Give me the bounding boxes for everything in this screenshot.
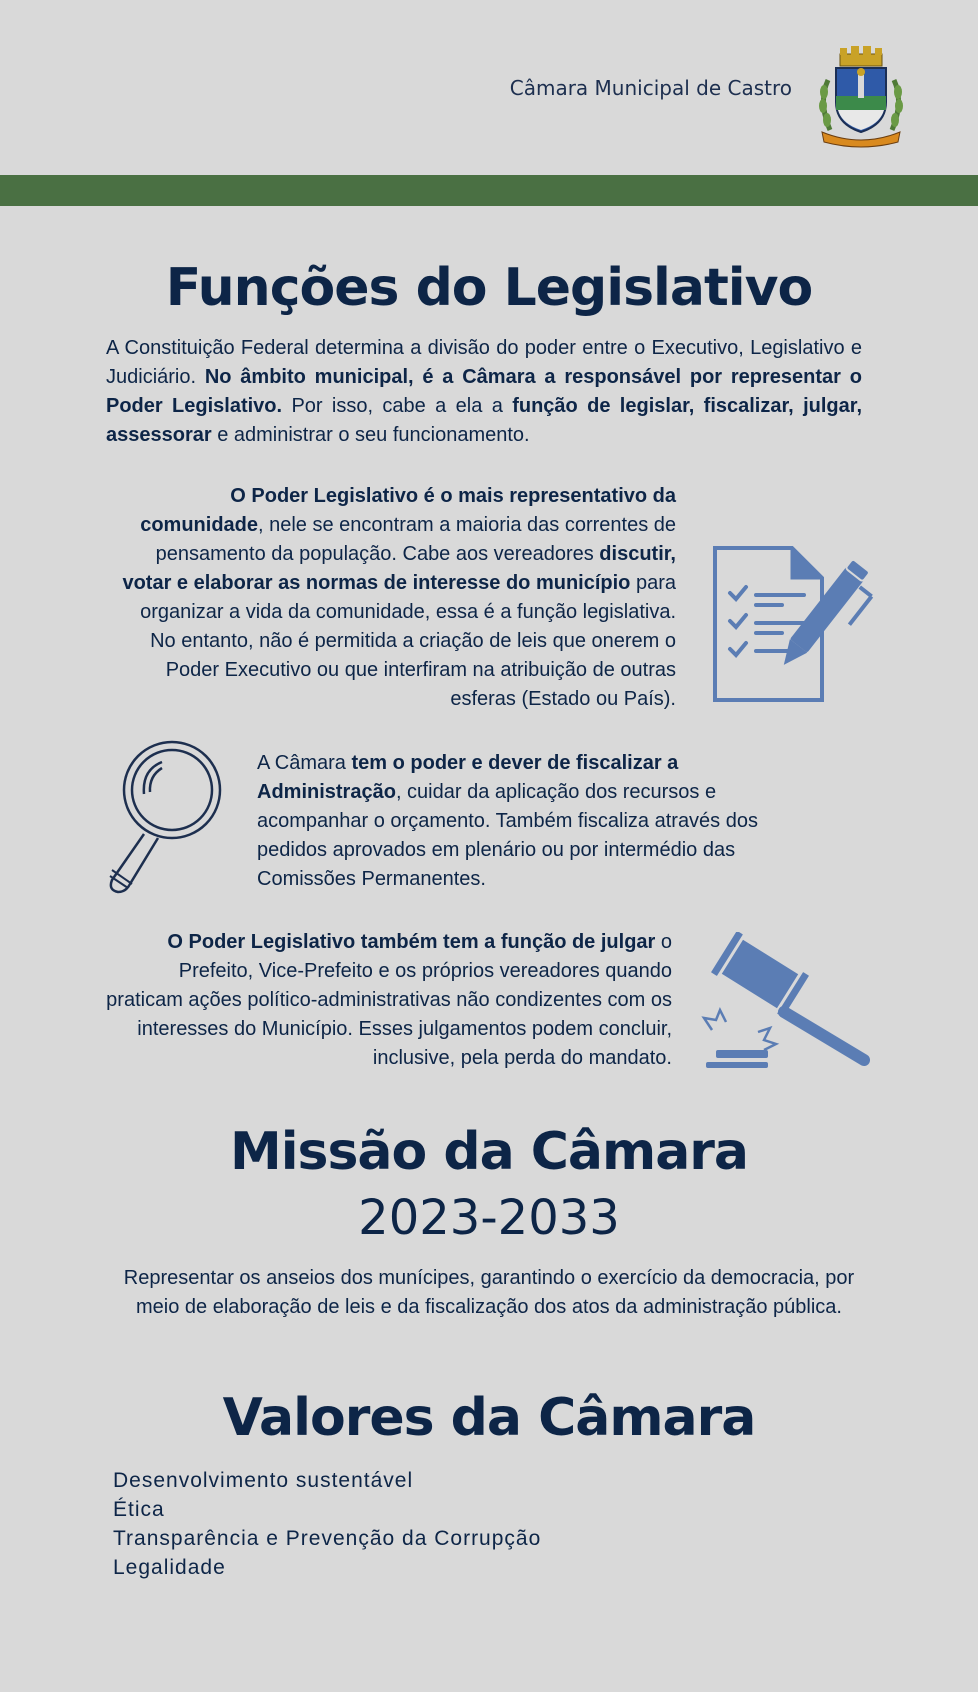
section-title-funcoes: Funções do Legislativo [165,258,813,318]
legislative-text-4: para organizar a vida da comunidade, essa é a função legislativa. No entanto, não é permitida a criação de leis que onerem o Poder Executivo ou que interfiram na atribuição de outras esferas (Estado ou País). [140,572,676,710]
judging-text-1: O Poder Legislativo também tem a função de julgar [167,931,656,953]
intro-text-4: função de legislar, fiscalizar, julgar, assessorar [106,395,862,446]
header-title: Câmara Municipal de Castro [509,76,792,100]
mission-text: Representar os anseios dos munícipes, garantindo o exercício da democracia, por meio de elaboração de leis e da fiscalização dos atos da administração pública. [123,1267,855,1318]
mission-period: 2023-2033 [358,1190,620,1246]
intro-text-1: A Constituição Federal determina a divisão do poder entre o Executivo, Legislativo e Judiciário. [106,337,862,388]
header-accent-bar [0,175,978,206]
section-title-valores: Valores da Câmara [222,1388,756,1448]
magnifying-glass-icon [104,740,226,896]
legislative-text-1: O Poder Legislativo é o mais representativo da comunidade [140,485,676,536]
intro-text-2: No âmbito municipal, é a Câmara a responsável por representar o Poder Legislativo. [106,366,862,417]
intro-paragraph [106,334,862,450]
section-title-missao: Missão da Câmara [229,1122,749,1182]
values-item: Legalidade [113,1556,226,1579]
checklist-document-pencil-icon [712,545,874,703]
oversight-text-2: tem o poder e dever de fiscalizar a Administração [257,752,679,803]
oversight-text-3: , cuidar da aplicação dos recursos e acompanhar o orçamento. Também fiscaliza através dos pedidos aprovados em plenário ou por intermédio das Comissões Permanentes. [257,781,758,890]
oversight-text-1: A Câmara [257,752,352,774]
legislative-text-2: , nele se encontram a maioria das correntes de pensamento da população. Cabe aos vereadores [155,514,676,565]
intro-text-5: e administrar o seu funcionamento. [211,424,530,446]
intro-text-3: Por isso, cabe a ela a [282,395,513,417]
oversight-function-paragraph [257,749,817,894]
judging-text-2: o Prefeito, Vice-Prefeito e os próprios vereadores quando praticam ações político-administrativas não condizentes com os interesses do Município. Esses julgamentos podem concluir, inclusive, pela perda do mandato. [106,931,672,1069]
values-item: Transparência e Prevenção da Corrupção [113,1527,542,1550]
values-item: Desenvolvimento sustentável [113,1469,414,1492]
legislative-text-3: discutir, votar e elaborar as normas de interesse do município [122,543,676,594]
municipal-crest-icon [814,40,908,148]
gavel-icon [694,932,870,1072]
judging-function-paragraph [106,928,672,1073]
values-list [113,1466,541,1582]
values-item: Ética [113,1498,165,1521]
legislative-function-paragraph [110,482,676,714]
